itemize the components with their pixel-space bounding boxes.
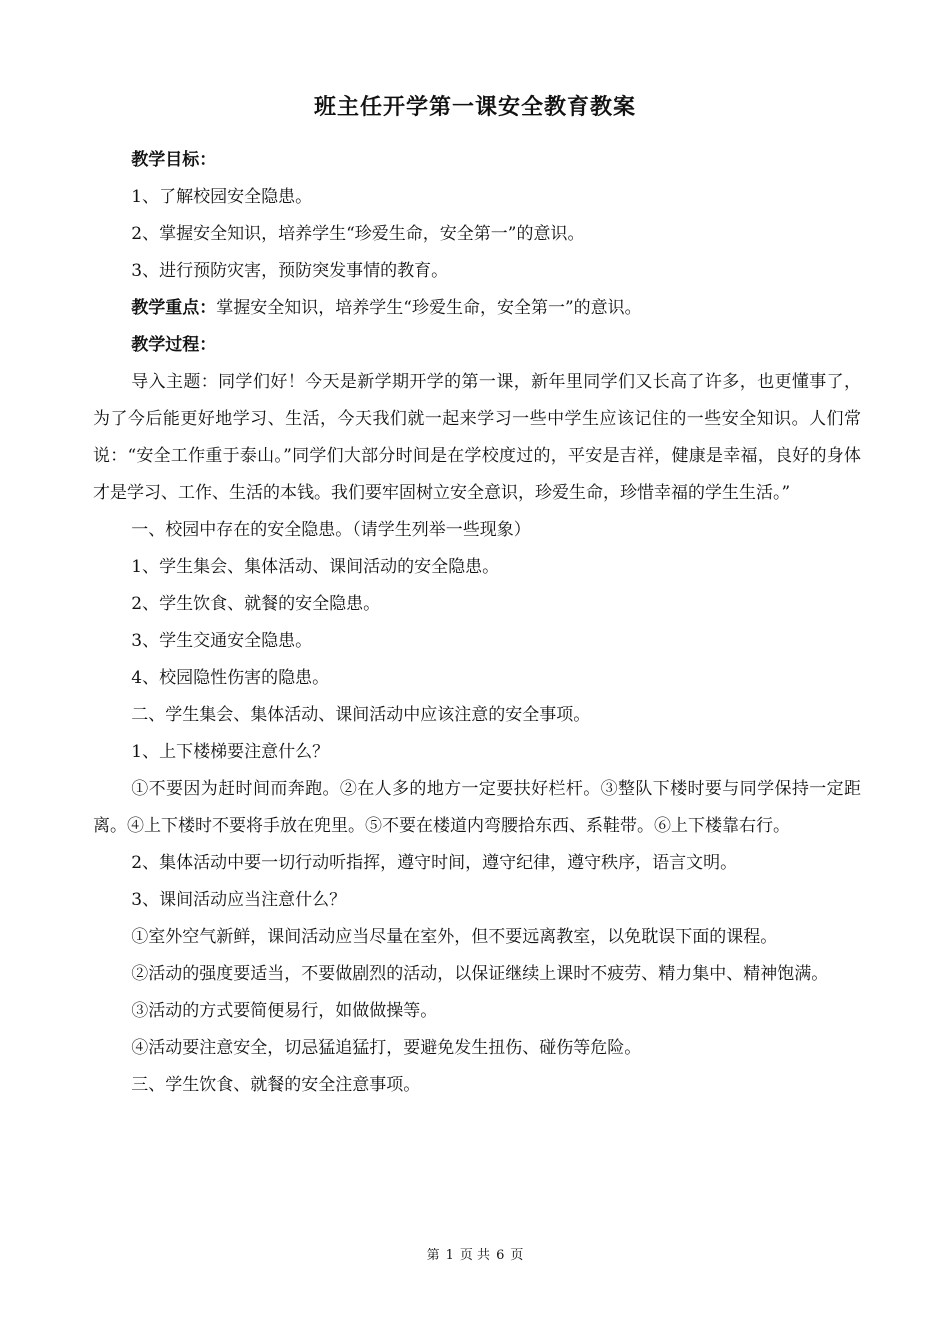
- objective-item: 3、进行预防灾害，预防突发事情的教育。: [131, 261, 449, 281]
- section2-answer-item: ②活动的强度要适当，不要做剧烈的活动，以保证继续上课时不疲劳、精力集中、精神饱满。: [131, 964, 829, 984]
- section2-question: 2、集体活动中要一切行动听指挥，遵守时间，遵守纪律，遵守秩序，语言文明。: [131, 853, 738, 873]
- objective-item: 2、掌握安全知识，培养学生“珍爱生命，安全第一”的意识。: [131, 224, 585, 244]
- section2-answer-item: ③活动的方式要简便易行，如做做操等。: [131, 1001, 438, 1021]
- section2-question: 1、上下楼梯要注意什么？: [131, 742, 330, 762]
- objectives-heading: 教学目标：: [131, 150, 217, 170]
- footer-page-total: 6: [496, 1248, 505, 1263]
- key-point-label: 教学重点：: [131, 298, 217, 318]
- page-footer: [0, 1246, 950, 1266]
- document-title: 班主任开学第一课安全教育教案: [313, 94, 636, 120]
- footer-mid: 页 共: [459, 1248, 491, 1263]
- section1-item: 1、学生集会、集体活动、课间活动的安全隐患。: [131, 557, 500, 577]
- document-body: [93, 142, 861, 1104]
- section2-heading: 二、学生集会、集体活动、课间活动中应该注意的安全事项。: [131, 705, 591, 725]
- footer-prefix: 第: [426, 1248, 440, 1263]
- footer-suffix: 页: [510, 1248, 524, 1263]
- section2-answer: ①不要因为赶时间而奔跑。②在人多的地方一定要扶好栏杆。③整队下楼时要与同学保持一定距离。④上下楼时不要将手放在兜里。⑤不要在楼道内弯腰拾东西、系鞋带。⑥上下楼靠右行。: [93, 779, 861, 836]
- process-heading: 教学过程：: [131, 335, 217, 355]
- section2-answer-item: ④活动要注意安全，切忌猛追猛打，要避免发生扭伤、碰伤等危险。: [131, 1038, 642, 1058]
- intro-paragraph: 导入主题：同学们好！今天是新学期开学的第一课，新年里同学们又长高了许多，也更懂事了，为了今后能更好地学习、生活，今天我们就一起来学习一些中学生应该记住的一些安全知识。人们常说：“安全工作重于泰山。”同学们大部分时间是在学校度过的，平安是吉祥，健康是幸福，良好的身体才是学习、工作、生活的本钱。我们要牢固树立安全意识，珍爱生命，珍惜幸福的学生生活。”: [93, 372, 861, 503]
- section2-answer-item: ①室外空气新鲜，课间活动应当尽量在室外，但不要远离教室，以免耽误下面的课程。: [131, 927, 778, 947]
- section1-item: 3、学生交通安全隐患。: [131, 631, 313, 651]
- key-point-paragraph: [93, 290, 861, 327]
- section1-item: 2、学生饮食、就餐的安全隐患。: [131, 594, 381, 614]
- section1-heading: 一、校园中存在的安全隐患。（请学生列举一些现象）: [131, 520, 531, 540]
- objective-item: 1、了解校园安全隐患。: [131, 187, 313, 207]
- section3-heading: 三、学生饮食、就餐的安全注意事项。: [131, 1075, 421, 1095]
- footer-page-number: 1: [445, 1248, 454, 1263]
- section1-item: 4、校园隐性伤害的隐患。: [131, 668, 330, 688]
- key-point-text: 掌握安全知识，培养学生“珍爱生命，安全第一”的意识。: [216, 298, 642, 318]
- section2-question: 3、课间活动应当注意什么？: [131, 890, 347, 910]
